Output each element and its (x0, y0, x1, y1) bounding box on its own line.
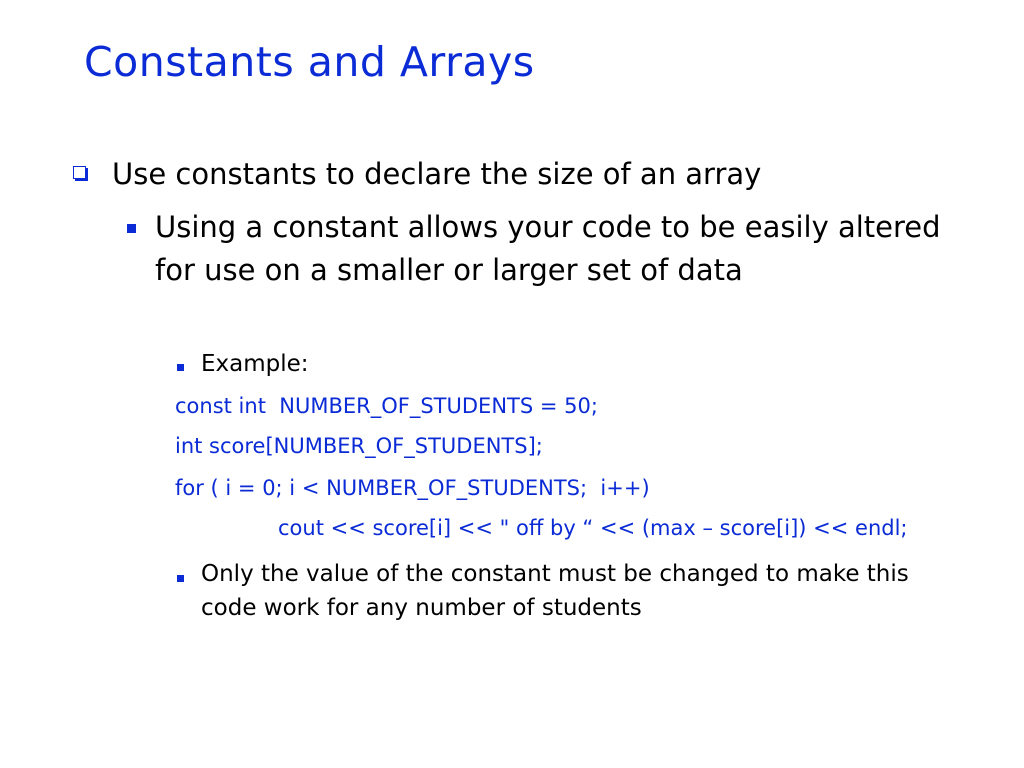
code-line-3: for ( i = 0; i < NUMBER_OF_STUDENTS; i++) (175, 476, 650, 500)
filled-square-bullet-icon (177, 575, 184, 582)
code-line-4: cout << score[i] << " off by “ << (max – score[i]) << endl; (278, 516, 908, 540)
filled-square-bullet-icon (127, 224, 136, 233)
filled-square-bullet-icon (177, 364, 184, 371)
bullet-level-3-note: Only the value of the constant must be changed to make this code work for any number of students (201, 561, 909, 621)
bullet-level-3-example: Example: (201, 351, 309, 377)
code-line-2: int score[NUMBER_OF_STUDENTS]; (175, 434, 543, 458)
slide-title: Constants and Arrays (84, 38, 535, 86)
code-line-1: const int NUMBER_OF_STUDENTS = 50; (175, 394, 598, 418)
bullet-level-1: Use constants to declare the size of an array (112, 157, 762, 191)
bullet-level-2: Using a constant allows your code to be easily altered for use on a smaller or larger set of data (155, 210, 941, 287)
hollow-square-bullet-icon (73, 166, 86, 179)
